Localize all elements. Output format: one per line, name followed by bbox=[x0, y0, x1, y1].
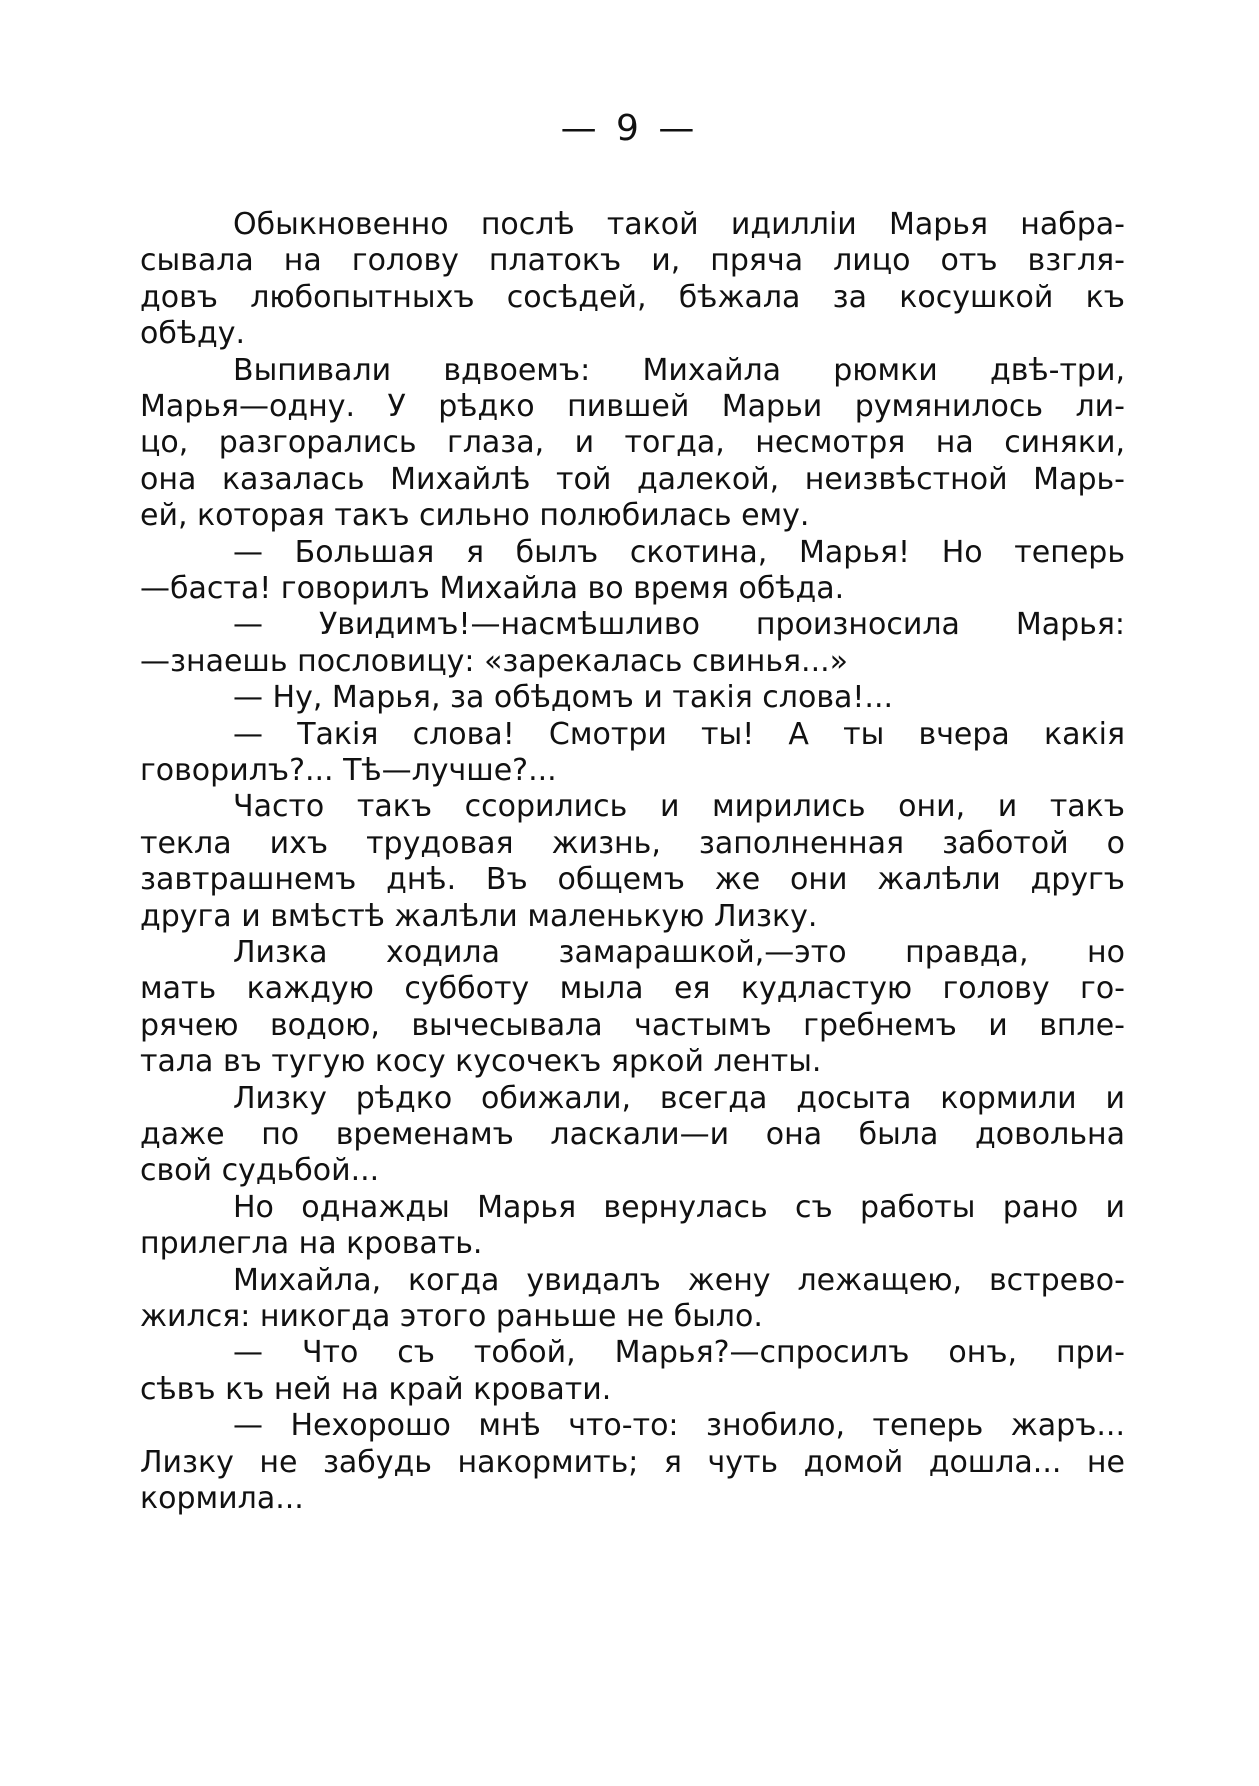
text-line: сывала на голову платокъ и, пряча лицо отъ взгля- bbox=[140, 243, 1125, 279]
text-line: Часто такъ ссорились и мирились они, и такъ bbox=[233, 789, 1125, 825]
text-line: — Большая я былъ скотина, Марья! Но теперь bbox=[233, 534, 1125, 570]
text-line: Михайла, когда увидалъ жену лежащею, встрево- bbox=[233, 1262, 1125, 1298]
text-line: цо, разгорались глаза, и тогда, несмотря на синяки, bbox=[140, 425, 1125, 461]
text-line: даже по временамъ ласкали—и она была довольна bbox=[140, 1117, 1125, 1152]
text-line: рячею водою, вычесывала частымъ гребнемъ и впле- bbox=[140, 1007, 1125, 1043]
text-line: довъ любопытныхъ сосѣдей, бѣжала за косушкой къ bbox=[140, 279, 1125, 315]
text-line: Выпивали вдвоемъ: Михайла рюмки двѣ-три, bbox=[233, 352, 1125, 388]
text-line: — Нехорошо мнѣ что-то: знобило, теперь жаръ... bbox=[233, 1408, 1125, 1444]
text-line: друга и вмѣстѣ жалѣли маленькую Лизку. bbox=[140, 898, 818, 934]
text-line: — Такія слова! Смотри ты! А ты вчера какія bbox=[233, 716, 1125, 752]
text-line: завтрашнемъ днѣ. Въ общемъ же они жалѣли другъ bbox=[140, 862, 1125, 898]
text-line: кормила... bbox=[140, 1481, 304, 1516]
text-line: Лизку рѣдко обижали, всегда досыта кормили и bbox=[233, 1080, 1125, 1116]
text-line: прилегла на кровать. bbox=[140, 1226, 483, 1262]
page-number: — 9 — bbox=[560, 108, 699, 149]
text-line: свой судьбой... bbox=[140, 1153, 380, 1189]
text-line: — Увидимъ!—насмѣшливо произносила Марья: bbox=[233, 607, 1125, 643]
text-line: говорилъ?... Тѣ—лучше?... bbox=[140, 753, 557, 788]
text-line: текла ихъ трудовая жизнь, заполненная заботой о bbox=[140, 825, 1125, 861]
text-line: Лизка ходила замарашкой,—это правда, но bbox=[233, 935, 1125, 970]
text-line: тала въ тугую косу кусочекъ яркой ленты. bbox=[140, 1044, 822, 1080]
text-line: сѣвъ къ ней на край кровати. bbox=[140, 1371, 612, 1407]
text-line: обѣду. bbox=[140, 316, 246, 352]
text-line: Но однажды Марья вернулась съ работы рано и bbox=[233, 1189, 1125, 1225]
text-line: — Ну, Марья, за обѣдомъ и такія слова!... bbox=[233, 680, 894, 716]
text-line: она казалась Михайлѣ той далекой, неизвѣстной Марь- bbox=[140, 461, 1125, 497]
text-line: — Что съ тобой, Марья?—спросилъ онъ, при- bbox=[233, 1335, 1125, 1371]
text-line: мать каждую субботу мыла ея кудластую голову го- bbox=[140, 971, 1125, 1007]
text-line: Лизку не забудь накормить; я чуть домой дошла... не bbox=[140, 1444, 1125, 1480]
text-line: ей, которая такъ сильно полюбилась ему. bbox=[140, 498, 810, 534]
text-line: —знаешь пословицу: «зарекалась свинья...» bbox=[140, 643, 849, 679]
text-line: —баста! говорилъ Михайла во время обѣда. bbox=[140, 571, 845, 606]
text-line: Обыкновенно послѣ такой идилліи Марья набра- bbox=[233, 207, 1125, 242]
text-line: жился: никогда этого раньше не было. bbox=[140, 1299, 763, 1334]
text-line: Марья—одну. У рѣдко пившей Марьи румянилось ли- bbox=[140, 389, 1125, 424]
